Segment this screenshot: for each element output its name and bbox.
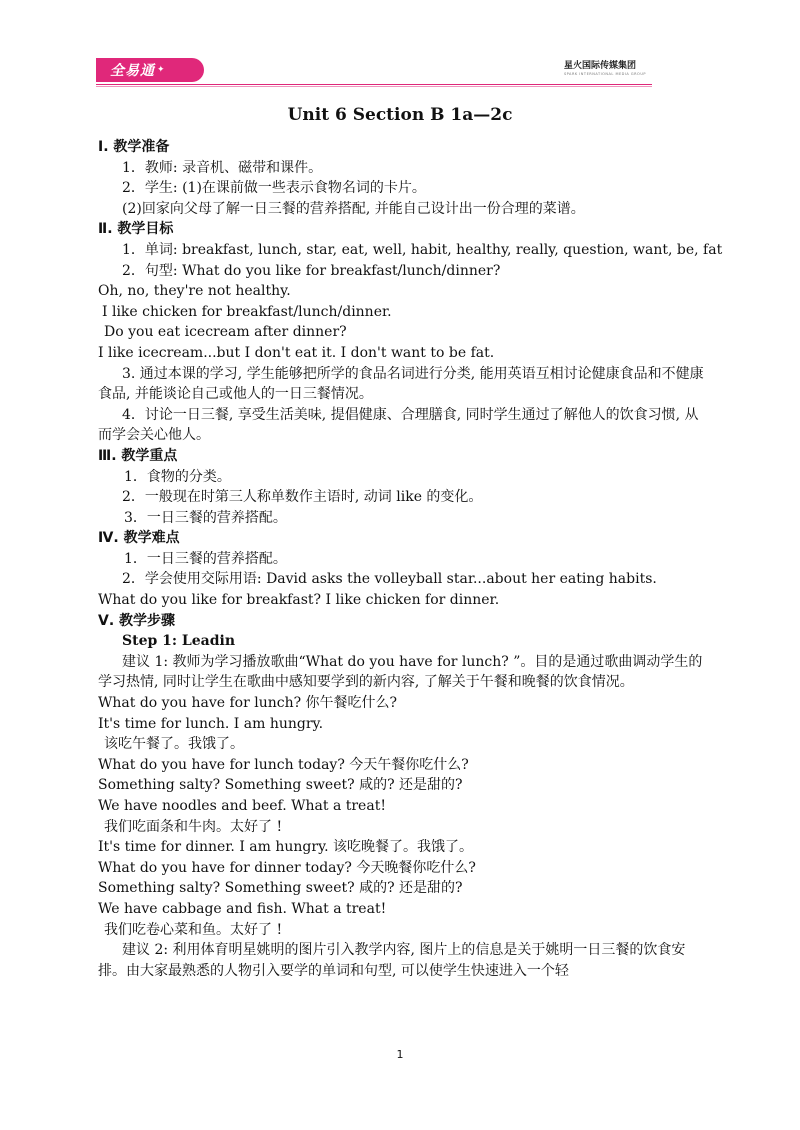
section-heading: Ⅳ. 教学难点 [98,530,180,547]
publisher-brand [564,58,646,76]
text-line: 1．教师: 录音机、磁带和课件。 [122,159,323,176]
song-line: Something salty? Something sweet? 咸的? 还是甜的? [98,880,463,897]
text-line: (2)回家向父母了解一日三餐的营养搭配, 并能自己设计出一份合理的菜谱。 [122,200,585,217]
text-line: 2．学会使用交际用语: David asks the volleyball star...about her eating habits. [122,571,657,588]
text-line: What do you like for breakfast? I like chicken for dinner. [98,592,500,609]
text-line: 1．食物的分类。 [124,468,231,485]
song-line: What do you have for lunch today? 今天午餐你吃什么? [98,756,469,773]
text-line: Do you eat icecream after dinner? [104,324,347,341]
page-number: 1 [396,1048,404,1061]
song-line: What do you have for dinner today? 今天晚餐你吃什么? [98,859,476,876]
paragraph: 建议 1: 教师为学习播放歌曲“What do you have for lunch? ”。目的是通过歌曲调动学生的学习热情, 同时让学生在歌曲中感知要学到的新内容, 了解关于午餐和晚餐的饮食情况。 [98,653,703,691]
text-line: Oh, no, they're not healthy. [98,283,291,300]
paragraph: 4．讨论一日三餐, 享受生活美味, 提倡健康、合理膳食, 同时学生通过了解他人的饮食习惯, 从而学会关心他人。 [98,406,699,444]
text-line: 1．一日三餐的营养搭配。 [124,550,287,567]
logo-text: 全易通 [110,63,155,79]
paragraph: 建议 2: 利用体育明星姚明的图片引入教学内容, 图片上的信息是关于姚明一日三餐的饮食安排。由大家最熟悉的人物引入要学的单词和句型, 可以使学生快速进入一个轻 [98,942,686,979]
section-heading: Ⅰ. 教学准备 [98,139,170,155]
text-line: 2．一般现在时第三人称单数作主语时, 动词 like 的变化。 [122,489,483,506]
brand-logo [96,58,204,82]
header-rule [96,84,652,85]
text-line: 1．单词: breakfast, lunch, star, eat, well, habit, healthy, really, question, want, be, fat [122,241,723,258]
text-line: I like icecream...but I don't eat it. I don't want to be fat. [98,344,495,361]
document-body [98,137,723,981]
song-line: Something salty? Something sweet? 咸的? 还是甜的? [98,777,463,794]
song-line: 该吃午餐了。我饿了。 [104,736,244,753]
text-line: 2．句型: What do you like for breakfast/lunch/dinner? [122,262,501,279]
text-line: I like chicken for breakfast/lunch/dinner. [102,303,392,320]
song-line: It's time for dinner. I am hungry. 该吃晚餐了。我饿了。 [98,839,474,856]
song-line: What do you have for lunch? 你午餐吃什么? [98,695,398,712]
text-line: 3．一日三餐的营养搭配。 [124,509,287,526]
header-rule-secondary [96,86,652,87]
song-line: 我们吃卷心菜和鱼。太好了 ! [104,921,283,938]
star-icon: ✦ [157,65,166,75]
page-header [96,54,656,86]
section-heading: Ⅲ. 教学重点 [98,447,178,464]
text-line: 2．学生: (1)在课前做一些表示食物名词的卡片。 [122,180,426,197]
paragraph: 3. 通过本课的学习, 学生能够把所学的食品名词进行分类, 能用英语互相讨论健康食品和不健康食品, 并能谈论自己或他人的一日三餐情况。 [98,365,704,403]
song-line: We have noodles and beef. What a treat! [98,798,386,814]
page-title: Unit 6 Section B 1a—2c [287,105,513,125]
song-line: We have cabbage and fish. What a treat! [98,900,387,917]
song-line: 我们吃面条和牛肉。太好了 ! [104,818,283,835]
song-line: It's time for lunch. I am hungry. [98,715,324,732]
section-heading: Ⅱ. 教学目标 [98,221,174,238]
publisher-name: 星火国际传媒集团 [563,61,636,71]
publisher-name-en: SPARK INTERNATIONAL MEDIA GROUP [563,72,646,76]
section-heading: Ⅴ. 教学步骤 [98,612,176,629]
step-heading: Step 1: Leadin [122,633,236,650]
